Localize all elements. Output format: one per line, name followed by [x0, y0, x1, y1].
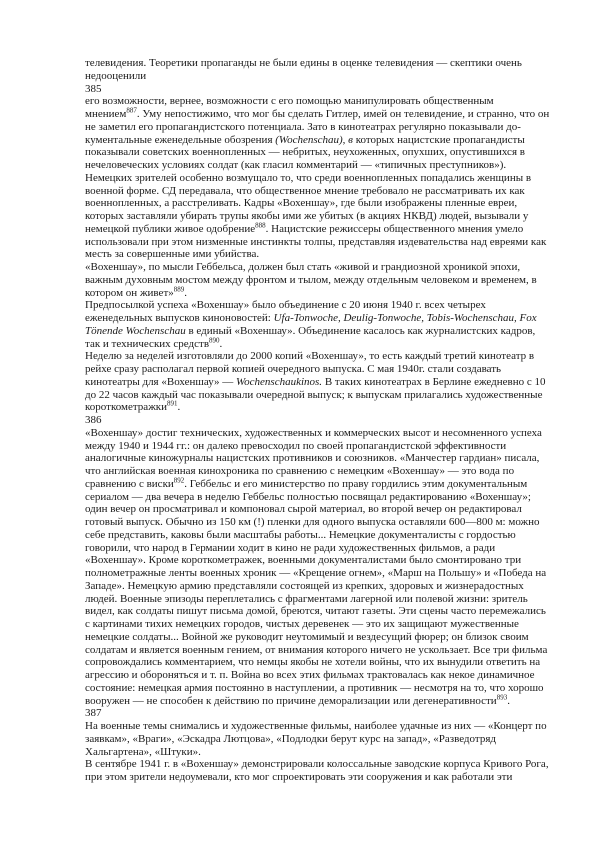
- text-segment: сериалом — два вечера в неделю Геббельс полностью посвящал редактированию «Вохеншау»;: [85, 490, 531, 503]
- text-line: [85, 261, 570, 274]
- footnote-ref: 893: [496, 692, 508, 701]
- text-segment: телевидения. Теоретики пропаганды не были едины в оценке телевидения — скептики очень: [85, 57, 522, 69]
- text-segment: сравнению с виски: [85, 477, 174, 490]
- text-line: [85, 350, 570, 363]
- italic-text: (Wochenschau), в: [275, 133, 353, 146]
- text-block: [85, 57, 570, 784]
- text-segment: кинотеатры для «Вохеншау» —: [85, 375, 236, 388]
- text-line: [85, 299, 570, 312]
- text-segment: важным духовным мостом между фронтом и тылом, между отдельным человеком и временем, в: [85, 273, 537, 286]
- text-segment: 386: [85, 414, 102, 426]
- text-line: [85, 631, 570, 644]
- page-number: [85, 707, 570, 720]
- text-segment: еженедельных выпусков киноновостей:: [85, 312, 274, 324]
- text-line: [85, 146, 570, 159]
- text-segment: аналогичные киножурналы нацистских противников и союзников. «Манчестер гардиан» писала,: [85, 452, 540, 465]
- text-line: [85, 401, 570, 414]
- text-line: [85, 363, 570, 376]
- text-line: [85, 108, 570, 121]
- text-line: [85, 284, 570, 300]
- text-segment: короткометражки: [85, 401, 168, 414]
- text-segment: мнением: [85, 108, 127, 120]
- text-segment: .: [507, 694, 510, 707]
- text-segment: «Вохеншау», по мысли Геббельса, должен был стать «живой и грандиозной хроникой эпохи,: [85, 261, 521, 273]
- text-line: [85, 389, 570, 402]
- text-line: [85, 210, 570, 223]
- text-segment: что английская военная кинохроника по сравнению с немецким «Вохеншау» — это вода по: [85, 465, 515, 477]
- text-segment: В таких кинотеатрах в Берлине ежедневно с 10: [322, 375, 546, 388]
- text-line: [85, 335, 570, 351]
- footnote-ref: 889: [173, 284, 185, 293]
- text-segment: . Нацистские режиссеры общественного мнения умело: [265, 222, 524, 235]
- italic-text: Ufa-Tonwoche, Deulig-Tonwoche, Tobis-Wochenschau, Fox: [273, 312, 537, 324]
- text-line: [85, 503, 570, 516]
- page-number: [85, 83, 570, 96]
- text-segment: Западе». Немецкую армию представляли состоящей из крепких, здоровых и жизнерадостных: [85, 579, 524, 592]
- text-line: [85, 57, 570, 70]
- text-line: [85, 529, 570, 542]
- text-line: [85, 478, 570, 491]
- page-number: [85, 414, 570, 427]
- text-segment: готовый выпуск. Обычно из 150 км (!) пленки для одного выпуска оставляли 600—800 м: можно: [85, 516, 540, 528]
- text-segment: немецкой публики живое одобрение: [85, 222, 256, 235]
- text-segment: до 22 часов каждый час показывали очередной выпуск; к выпускам прилагались художественные: [85, 388, 543, 401]
- text-line: [85, 567, 570, 580]
- text-segment: «Вохеншау» достиг технических, художественных и коммерческих высот и несомненного успеха: [85, 426, 542, 439]
- text-line: [85, 669, 570, 682]
- text-segment: его возможности, вернее, возможности с его помощью манипулировать общественным: [85, 95, 494, 108]
- text-line: [85, 733, 570, 746]
- text-line: [85, 771, 570, 784]
- text-line: [85, 197, 570, 210]
- text-line: [85, 465, 570, 478]
- text-segment: так и технических средств: [85, 337, 210, 350]
- italic-text: Tönende Wochenschau: [85, 324, 186, 337]
- text-line: [85, 746, 570, 759]
- text-segment: солдатам и является военным гением, от внимания которого ничего не ускользает. Все три фильма: [85, 643, 548, 656]
- text-line: [85, 223, 570, 236]
- text-line: [85, 121, 570, 134]
- text-line: [85, 452, 570, 465]
- text-line: [85, 95, 570, 108]
- footnote-ref: 892: [173, 476, 185, 485]
- text-line: [85, 720, 570, 733]
- text-segment: один вечер он просматривал и компоновал сырой материал, во второй вечер он редактировал: [85, 503, 522, 516]
- text-segment: при этом зрители недоумевали, кто мог спроектировать эти сооружения и как работали эти: [85, 771, 513, 783]
- text-segment: Хальгартена», «Штуки».: [85, 745, 201, 758]
- text-line: [85, 542, 570, 555]
- text-segment: состояние: немецкая армия постоянно в наступлении, а противник — несмотря на то, что хорошо: [85, 681, 544, 694]
- text-segment: показывали советских военнопленных — небритых, неухоженных, опухших, опустившихся в: [85, 146, 525, 159]
- text-line: [85, 325, 570, 338]
- text-line: [85, 236, 570, 249]
- text-segment: сопровождались комментарием, что немцы якобы не хотели войны, что их вынудили ответить на: [85, 656, 541, 669]
- text-segment: 387: [85, 707, 102, 720]
- text-line: [85, 491, 570, 504]
- text-segment: На военные темы снимались и художественные фильмы, наиболее удачные из них — «Концерт по: [85, 720, 547, 732]
- text-line: [85, 274, 570, 287]
- text-segment: «Вохеншау». Кроме короткометражек, военными документалистами было смонтировано три: [85, 554, 522, 567]
- text-line: [85, 516, 570, 529]
- text-segment: .: [177, 401, 181, 414]
- text-segment: людей. Военные эпизоды переплетались с фрагментами лагерной или полевой жизни: зритель: [85, 592, 528, 605]
- text-line: [85, 185, 570, 198]
- text-segment: месть за совершенные ими убийства.: [85, 248, 260, 261]
- text-segment: военнопленных, а расстреливать. Кадры «Вохеншау», где были изображены пленные евреи,: [85, 197, 518, 210]
- text-line: [85, 134, 570, 147]
- text-segment: полнометражные ленты военных хроник — «Крещение огнем», «Марш на Польшу» и «Победа на: [85, 567, 547, 579]
- text-segment: в единый «Вохеншау». Объединение касалось как журналистских кадров,: [185, 324, 536, 337]
- text-line: [85, 440, 570, 453]
- text-segment: которых заставляли убирать трупы якобы ими же убитых (в акциях НКВД) людей, вызывали у: [85, 210, 529, 222]
- text-line: [85, 172, 570, 185]
- text-segment: Неделю за неделей изготовляли до 2000 копий «Вохеншау», то есть каждый третий кинотеатр в: [85, 350, 535, 363]
- text-line: [85, 312, 570, 325]
- text-segment: между 1940 и 1944 гг.: он далеко превосходил по своей пропагандистской эффективности: [85, 439, 507, 452]
- text-line: [85, 644, 570, 657]
- text-line: [85, 618, 570, 631]
- text-segment: .: [219, 337, 223, 350]
- text-segment: . Геббельс и его министерство по праву гордились этим документальным: [184, 477, 528, 490]
- footnote-ref: 888: [255, 221, 266, 230]
- text-segment: вооружен — не способен к действию по причине деморализации или дегенеративности: [85, 694, 497, 707]
- text-segment: недооценили: [85, 69, 147, 82]
- text-segment: с картинами тихих немецких городов, чистых деревенек — это их защищают мужественные: [85, 618, 519, 630]
- text-segment: говорили, что народ в Германии ходит в кино не ради художественных фильмов, а ради: [85, 541, 496, 554]
- text-line: [85, 248, 570, 261]
- text-segment: нечеловеческих условиях солдат (как гласил комментарий — «типичных преступников»).: [85, 159, 507, 171]
- footnote-ref: 890: [209, 335, 220, 344]
- footnote-ref: 891: [167, 399, 178, 408]
- text-segment: заявкам», «Враги», «Эскадра Лютцова», «Подлодки берут курс на запад», «Разведотряд: [85, 732, 496, 745]
- text-line: [85, 554, 570, 567]
- text-segment: рейхе сразу располагал первой копией очередного выпуска. С мая 1940г. стали создавать: [85, 363, 502, 375]
- text-segment: не заметил его пропагандистского потенциала. Зато в кинотеатрах регулярно показывали до-: [85, 120, 521, 133]
- text-segment: Немецких зрителей особенно возмущало то, что среди военнопленных попадались женщины в: [85, 171, 532, 184]
- text-line: [85, 159, 570, 172]
- text-segment: .: [184, 286, 187, 299]
- text-line: [85, 70, 570, 83]
- text-line: [85, 692, 570, 708]
- text-segment: . Уму непостижимо, что мог бы сделать Гитлер, имей он телевидение, и странно, что он: [136, 108, 550, 120]
- text-segment: военной форме. СД передавала, что общественное мнение требовало не рассматривать их как: [85, 184, 525, 197]
- text-line: [85, 376, 570, 389]
- italic-text: Wochenschaukinos.: [236, 375, 323, 388]
- text-segment: кументальные еженедельные обозрения: [85, 133, 276, 146]
- text-segment: немецкие солдаты... Войной же руководит неутомимый и вездесущий фюрер; он близок своим: [85, 630, 529, 643]
- text-line: [85, 593, 570, 606]
- text-line: [85, 758, 570, 771]
- text-segment: видел, как солдаты пишут письма домой, бреются, читают газеты. Эти сцены часто перемежались: [85, 605, 546, 618]
- text-segment: В сентябре 1941 г. в «Вохеншау» демонстрировали колоссальные заводские корпуса Кривого Рога,: [85, 758, 549, 771]
- text-segment: 385: [85, 82, 102, 95]
- text-segment: котором он живет»: [85, 286, 174, 299]
- text-line: [85, 656, 570, 669]
- text-segment: Предпосылкой успеха «Вохеншау» было объединение с 20 июня 1940 г. всех четырех: [85, 299, 486, 312]
- text-line: [85, 580, 570, 593]
- footnote-ref: 887: [126, 106, 137, 115]
- text-segment: использовали при этом низменные инстинкты толпы, представляя издевательства над евреями как: [85, 235, 547, 248]
- text-segment: себе представить, каковы были масштабы работы... Немецкие документалисты с гордостью: [85, 528, 516, 541]
- text-segment: агрессию и обороняться и т. п. Война во всех этих фильмах трактовалась как некое динамичное: [85, 669, 535, 681]
- text-segment: которых нацистские пропагандисты: [352, 133, 525, 146]
- text-line: [85, 427, 570, 440]
- text-line: [85, 605, 570, 618]
